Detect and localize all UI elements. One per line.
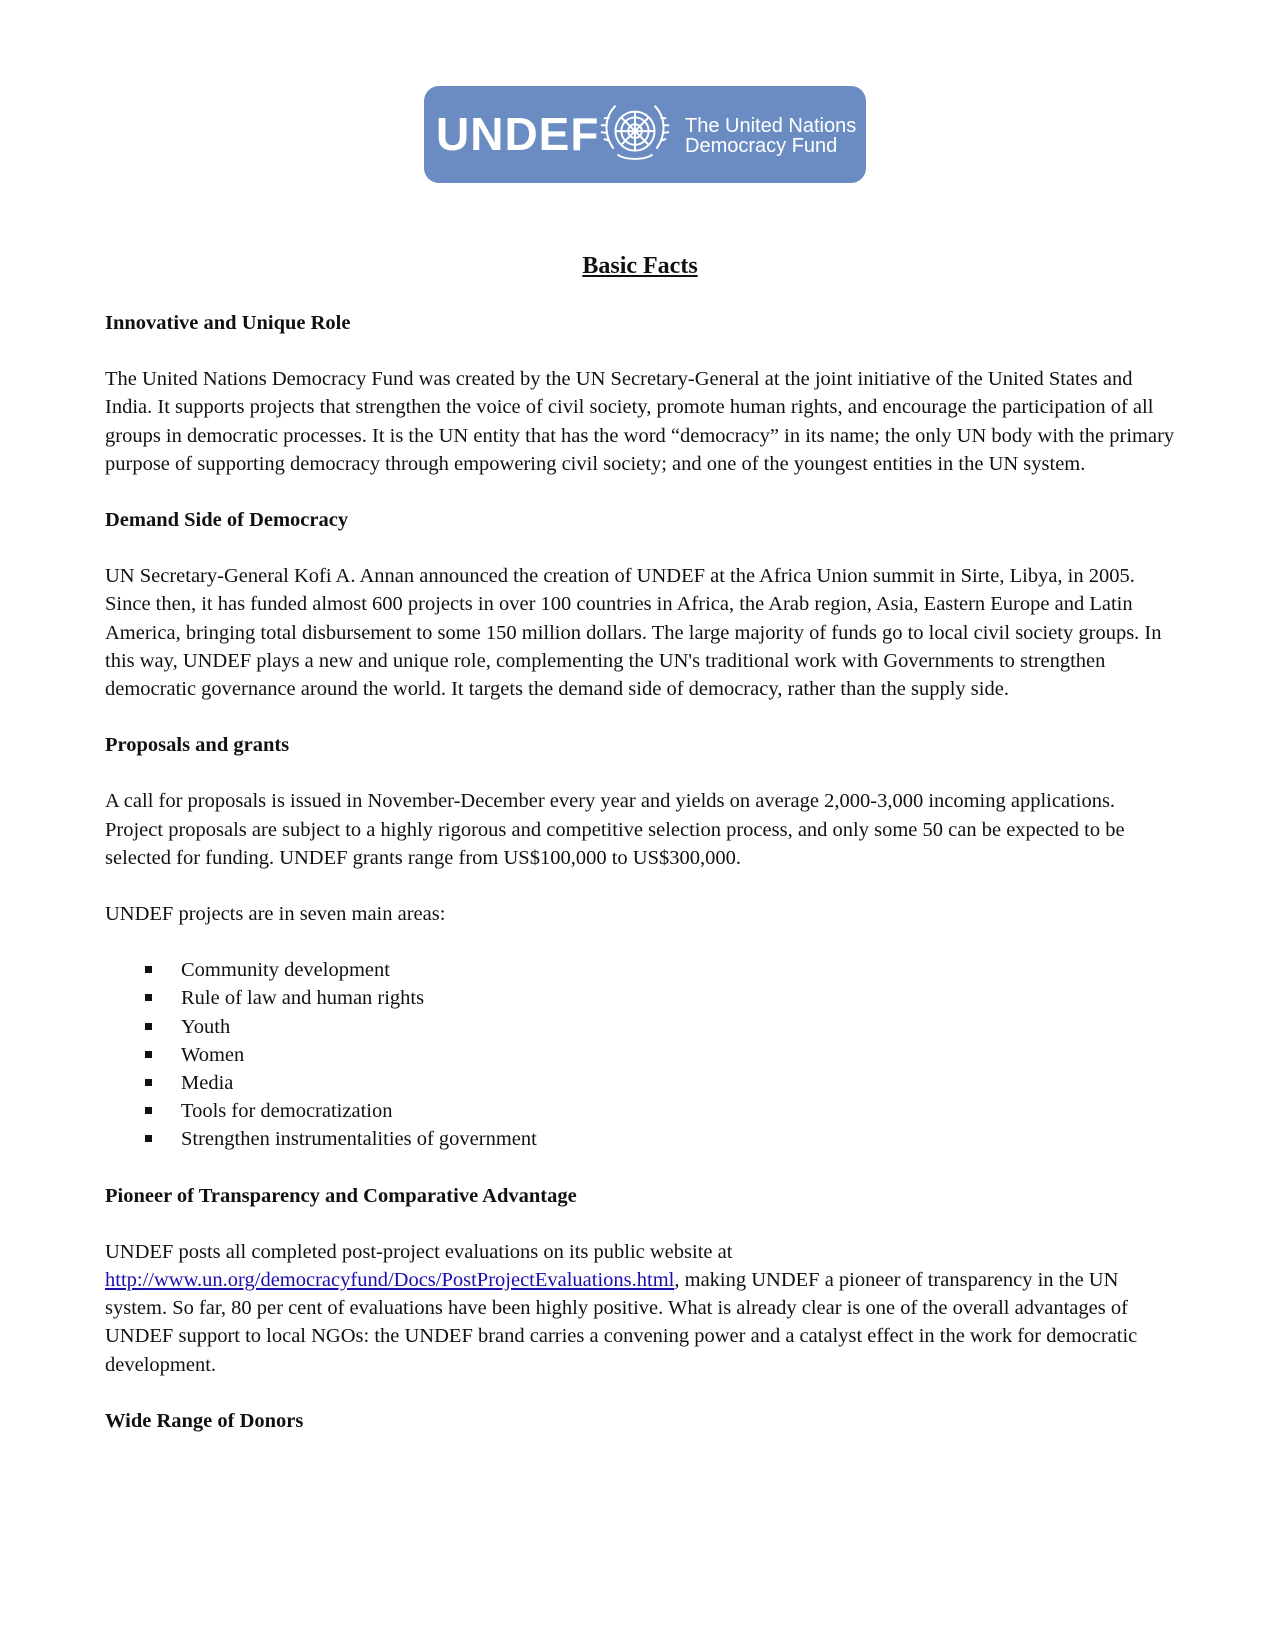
logo-line-1: The United Nations (685, 115, 857, 137)
section-body-proposals: A call for proposals is issued in November-December every year and yields on average 2,000-3,000 incoming applications. Project proposals are subject to a highly rigorous and competitive selection process, and only some 50 can be expected to be selected for funding. UNDEF grants range from US$100,000 to US$300,000. (105, 790, 1125, 869)
logo-tagline (685, 116, 860, 156)
section-heading-proposals: Proposals and grants (105, 734, 290, 757)
logo-acronym: UNDEF (436, 108, 600, 160)
list-item-label: Rule of law and human rights (181, 987, 425, 1010)
areas-intro: UNDEF projects are in seven main areas: (105, 903, 446, 926)
list-item (105, 1097, 1175, 1125)
bullet-icon (145, 1079, 152, 1086)
logo-line-2: Democracy Fund (685, 135, 838, 157)
bullet-icon (145, 1107, 152, 1114)
list-item-label: Youth (181, 1015, 231, 1038)
list-item (105, 956, 1175, 984)
list-item (105, 984, 1175, 1012)
bullet-icon (145, 1051, 152, 1058)
un-emblem-icon (596, 96, 674, 174)
section-heading-role: Innovative and Unique Role (105, 312, 351, 334)
list-item-label: Tools for democratization (181, 1100, 393, 1123)
list-item-label: Women (181, 1043, 245, 1066)
list-item-label: Strengthen instrumentalities of government (181, 1128, 537, 1151)
areas-list (105, 956, 1175, 1153)
bullet-icon (145, 1135, 152, 1142)
list-item (105, 1125, 1175, 1153)
list-item-label: Media (181, 1072, 234, 1095)
list-item (105, 1013, 1175, 1041)
page-title: Basic Facts (582, 253, 698, 279)
section-heading-transparency: Pioneer of Transparency and Comparative Advantage (105, 1184, 577, 1207)
bullet-icon (145, 994, 152, 1001)
evaluations-link[interactable]: http://www.un.org/democracyfund/Docs/PostProjectEvaluations.html (105, 1269, 675, 1292)
section-body-transparency (105, 1238, 1175, 1379)
section-heading-demand: Demand Side of Democracy (105, 509, 349, 532)
transparency-text-before-link: UNDEF posts all completed post-project evaluations on its public website at (105, 1240, 733, 1263)
bullet-icon (145, 966, 152, 973)
list-item (105, 1069, 1175, 1097)
list-item (105, 1041, 1175, 1069)
document-body (105, 250, 1175, 1463)
section-body-demand: UN Secretary-General Kofi A. Annan announced the creation of UNDEF at the Africa Union summit in Sirte, Libya, in 2005. Since then, it has funded almost 600 projects in over 100 countries in Africa, the Arab region, Asia, Eastern Europe and Latin America, bringing total disbursement to some 150 million dollars. The large majority of funds go to local civil society groups. In this way, UNDEF plays a new and unique role, complementing the UN's traditional work with Governments to strengthen democratic governance around the world. It targets the demand side of democracy, rather than the supply side. (105, 565, 1162, 701)
section-heading-donors: Wide Range of Donors (105, 1409, 304, 1432)
transparency-text-after-link: , making UNDEF a pioneer of transparency in the UN system. So far, 80 per cent of evaluations have been highly positive. What is already clear is one of the overall advantages of UNDEF support to local NGOs: the UNDEF brand carries a convening power and a catalyst effect in the work for democratic development. (105, 1269, 1138, 1376)
section-body-role: The United Nations Democracy Fund was created by the UN Secretary-General at the joint initiative of the United States and India. It supports projects that strengthen the voice of civil society, promote human rights, and encourage the participation of all groups in democratic processes. It is the UN entity that has the word “democracy” in its name; the only UN body with the primary purpose of supporting democracy through empowering civil society; and one of the youngest entities in the UN system. (105, 368, 1175, 475)
list-item-label: Community development (181, 959, 390, 982)
bullet-icon (145, 1023, 152, 1030)
undef-logo (424, 86, 866, 183)
